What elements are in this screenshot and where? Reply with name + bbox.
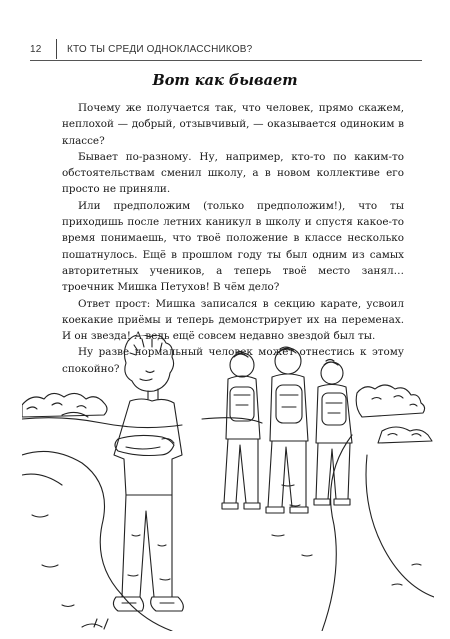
running-header (30, 38, 422, 60)
section-title: Вот как бывает (152, 72, 298, 89)
running-title: КТО ТЫ СРЕДИ ОДНОКЛАССНИКОВ? (67, 43, 253, 55)
header-rule (30, 60, 422, 61)
paragraph: Или предположим (только предположим!), что ты приходишь после летних каникул в школу и спустя какое-то время понимаешь, что твоё положение в классе несколько пошатнулось. Ещё в прошлом году ты был одним из самых авторитетных учеников, а теперь твоё место занял… троечник Мишка Петухов! В чём дело? (62, 199, 404, 294)
ground (22, 418, 434, 631)
paragraph: Бывает по-разному. Ну, например, кто-то по каким-то обстоятельствам сменил школу, а в новом коллективе его просто не приняли. (62, 150, 404, 196)
sad-boy (113, 335, 183, 611)
page-number: 12 (30, 43, 42, 55)
paragraph: Ну разве нормальный человек может отнестись к этому спокойно? (62, 346, 404, 375)
trees-right (356, 385, 432, 443)
walking-group (222, 347, 352, 513)
trees-left (22, 393, 107, 417)
lonely-boy-illustration (22, 335, 434, 631)
paragraph: Почему же получается так, что человек, прямо скажем, неплохой — добрый, отзывчивый, — оказывается одиноким в классе? (62, 102, 404, 147)
paragraph: Ответ прост: Мишка записался в секцию карате, усвоил коекакие приёмы и теперь демонстрирует их на переменах. И он звезда! А ведь ещё совсем недавно звездой был ты. (62, 297, 404, 343)
header-divider (56, 39, 57, 59)
